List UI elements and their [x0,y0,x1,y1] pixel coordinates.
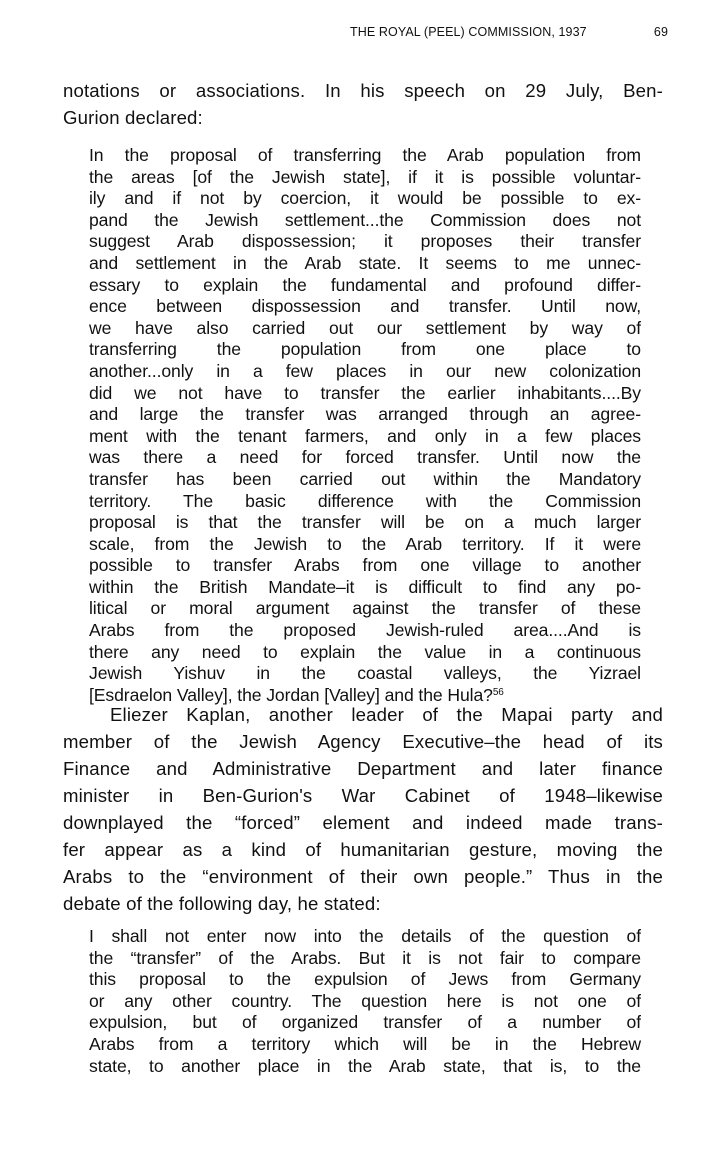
quote-line: or any other country. The question here is not one of [89,990,641,1011]
quote-line: the areas [of the Jewish state], if it is possible voluntar- [89,166,641,187]
text-line: notations or associations. In his speech on 29 July, Ben- [63,80,663,101]
text-line: Arabs to the “environment of their own people.” Thus in the [63,866,663,887]
quote-line: was there a need for forced transfer. Until now the [89,447,641,468]
quote-line: pand the Jewish settlement...the Commission does not [89,209,641,230]
text-line: downplayed the “forced” element and indeed made trans- [63,812,663,833]
block-quote-ben-gurion [89,145,641,706]
text-line: Gurion declared: [63,107,203,128]
block-quote-kaplan [89,926,641,1077]
text-line: Finance and Administrative Department and later finance [63,758,663,779]
text-line: Eliezer Kaplan, another leader of the Mapai party and [110,704,663,725]
quote-line: transfer has been carried out within the Mandatory [89,468,641,489]
quote-line: the “transfer” of the Arabs. But it is not fair to compare [89,947,641,968]
quote-line: did we not have to transfer the earlier inhabitants....By [89,382,641,403]
quote-line: territory. The basic difference with the Commission [89,490,641,511]
quote-line: another...only in a few places in our new colonization [89,360,641,381]
page-number: 69 [653,25,668,39]
paragraph-continuation [63,77,663,131]
paragraph-kaplan [63,701,663,917]
text-line: member of the Jewish Agency Executive–the head of its [63,731,663,752]
running-title: THE ROYAL (PEEL) COMMISSION, 1937 [350,25,587,39]
quote-line-text: [Esdraelon Valley], the Jordan [Valley] and the Hula? [89,684,493,705]
quote-line: litical or moral argument against the transfer of these [89,598,641,619]
quote-line: suggest Arab dispossession; it proposes their transfer [89,231,641,252]
quote-line: ily and if not by coercion, it would be possible to ex- [89,188,641,209]
quote-line: ence between dispossession and transfer. Until now, [89,296,641,317]
quote-line: this proposal to the expulsion of Jews from Germany [89,969,641,990]
quote-line: ment with the tenant farmers, and only in a few places [89,425,641,446]
quote-line: Jewish Yishuv in the coastal valleys, the Yizrael [89,663,641,684]
quote-line: scale, from the Jewish to the Arab territory. If it were [89,533,641,554]
text-line: fer appear as a kind of humanitarian gesture, moving the [63,839,663,860]
text-line: debate of the following day, he stated: [63,893,381,914]
text-line: minister in Ben-Gurion's War Cabinet of 1948–likewise [63,785,663,806]
quote-line: Arabs from the proposed Jewish-ruled area....And is [89,620,641,641]
running-header [340,25,668,45]
quote-line: Arabs from a territory which will be in the Hebrew [89,1033,641,1054]
footnote-reference[interactable]: 56 [492,686,504,698]
quote-line: I shall not enter now into the details of the question of [89,926,641,946]
quote-line: essary to explain the fundamental and profound differ- [89,274,641,295]
quote-line: state, to another place in the Arab state, that is, to the [89,1055,641,1076]
quote-line: proposal is that the transfer will be on a much larger [89,512,641,533]
quote-line: transferring the population from one place to [89,339,641,360]
quote-line: within the British Mandate–it is difficult to find any po- [89,576,641,597]
quote-line: possible to transfer Arabs from one village to another [89,555,641,576]
quote-line: expulsion, but of organized transfer of a number of [89,1012,641,1033]
quote-line: and large the transfer was arranged through an agree- [89,404,641,425]
quote-line: and settlement in the Arab state. It seems to me unnec- [89,252,641,273]
quote-line: there any need to explain the value in a continuous [89,641,641,662]
quote-line: In the proposal of transferring the Arab population from [89,145,641,165]
quote-line: we have also carried out our settlement by way of [89,317,641,338]
